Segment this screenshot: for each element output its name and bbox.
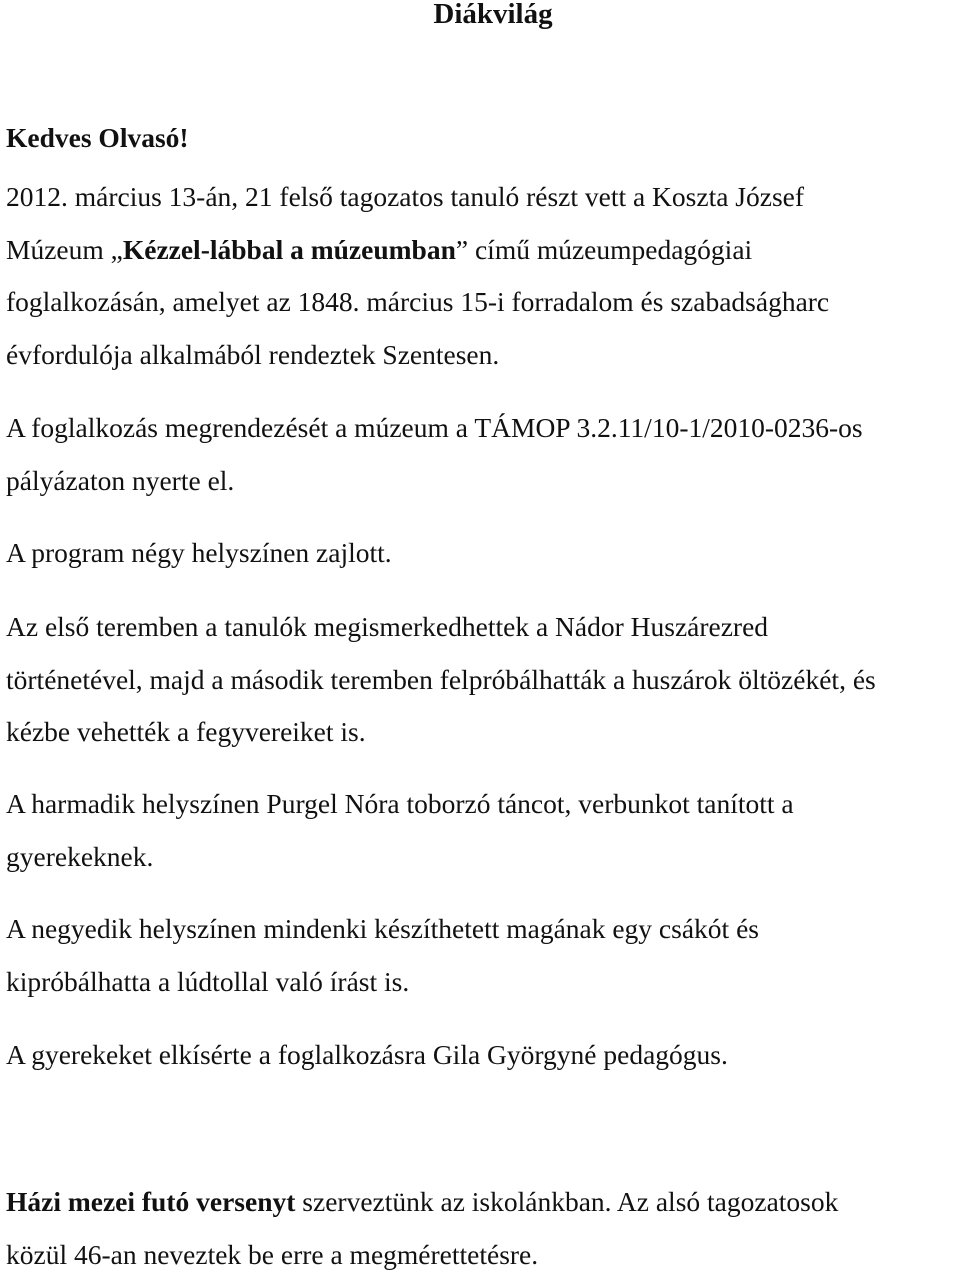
paragraph-line — [6, 1176, 956, 1229]
paragraph-third-location — [6, 778, 956, 883]
program-title: Kézzel-lábbal a múzeumban — [123, 234, 456, 265]
page-title: Diákvilág — [0, 0, 960, 34]
paragraph-locations: A program négy helyszínen zajlott. — [6, 527, 956, 580]
paragraph-line: A negyedik helyszínen mindenki készíthetett magának egy csákót és — [6, 903, 956, 956]
paragraph-cross-country-race — [6, 1176, 956, 1281]
text-run: Múzeum „ — [6, 234, 123, 265]
paragraph-line: A foglalkozás megrendezését a múzeum a TÁMOP 3.2.11/10-1/2010-0236-os — [6, 402, 956, 455]
paragraph-line: pályázaton nyerte el. — [6, 455, 956, 508]
paragraph-teacher: A gyerekeket elkísérte a foglalkozásra Gila Györgyné pedagógus. — [6, 1029, 956, 1082]
paragraph-funding — [6, 402, 956, 507]
paragraph-line: kipróbálhatta a lúdtollal való írást is. — [6, 956, 956, 1009]
paragraph-line: közül 46-an neveztek be erre a megmérettetésre. — [6, 1229, 956, 1281]
paragraph-line: foglalkozásán, amelyet az 1848. március 15-i forradalom és szabadságharc — [6, 276, 956, 329]
text-run: szerveztünk az iskolánkban. Az alsó tagozatosok — [295, 1186, 838, 1217]
paragraph-museum-visit — [6, 171, 956, 381]
paragraph-line: 2012. március 13-án, 21 felső tagozatos tanuló részt vett a Koszta József — [6, 171, 956, 224]
greeting: Kedves Olvasó! — [6, 112, 956, 165]
paragraph-line: Az első teremben a tanulók megismerkedhettek a Nádor Huszárezred — [6, 601, 956, 654]
paragraph-fourth-location — [6, 903, 956, 1008]
paragraph-line — [6, 224, 956, 277]
paragraph-line: gyerekeknek. — [6, 831, 956, 884]
text-run: ” című múzeumpedagógiai — [456, 234, 752, 265]
paragraph-line: évfordulója alkalmából rendeztek Szentesen. — [6, 329, 956, 382]
paragraph-line: történetével, majd a második teremben felpróbálhatták a huszárok öltözékét, és — [6, 654, 956, 707]
paragraph-first-room — [6, 601, 956, 759]
paragraph-line: A harmadik helyszínen Purgel Nóra toborzó táncot, verbunkot tanított a — [6, 778, 956, 831]
paragraph-line: kézbe vehették a fegyvereiket is. — [6, 706, 956, 759]
event-title: Házi mezei futó versenyt — [6, 1186, 295, 1217]
